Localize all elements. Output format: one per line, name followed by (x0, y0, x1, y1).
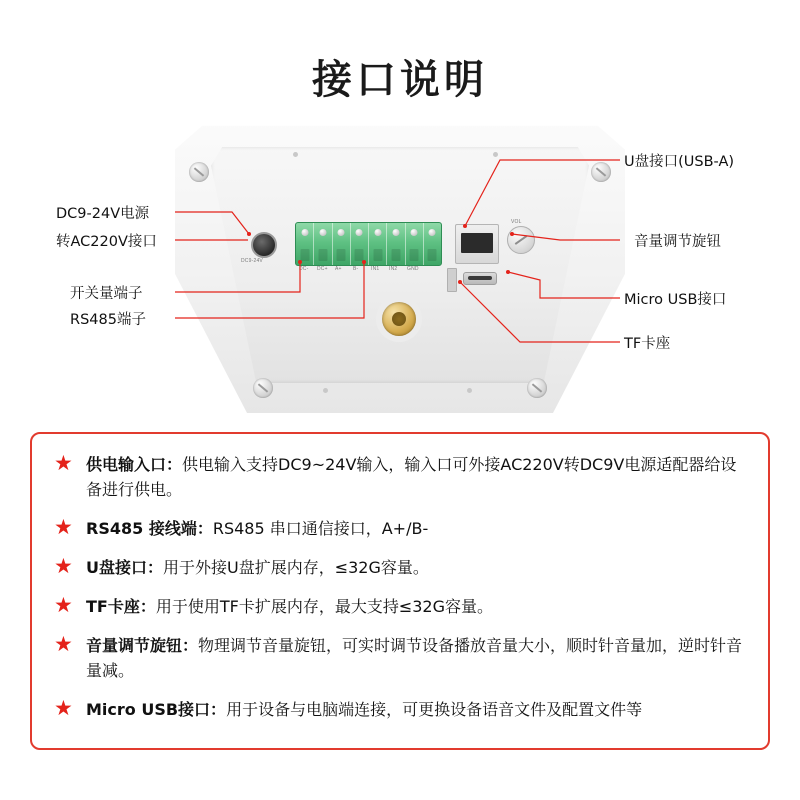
legend-item (54, 555, 746, 580)
volume-knob (507, 226, 535, 254)
silk-label-dcminus: DC- (299, 266, 309, 272)
mold-dot (467, 388, 472, 393)
screw-icon (527, 378, 547, 398)
legend-item-term: 供电输入口： (86, 455, 183, 474)
legend-box (30, 432, 770, 750)
terminal-pin (296, 223, 314, 265)
terminal-pin (333, 223, 351, 265)
callout-ac220v: 转AC220V接口 (56, 234, 157, 250)
star-icon: ★ (54, 516, 73, 539)
legend-item (54, 516, 746, 541)
legend-item-term: RS485 接线端： (86, 519, 213, 538)
legend-item-desc: 用于外接U盘扩展内存，≤32G容量。 (163, 558, 429, 577)
legend-item-text (86, 555, 429, 580)
silk-label-gnd: GND (407, 266, 419, 272)
terminal-pin (314, 223, 332, 265)
terminal-pin (351, 223, 369, 265)
page-title: 接口说明 (312, 57, 488, 103)
legend-item-desc: 供电输入支持DC9~24V输入，输入口可外接AC220V转DC9V电源适配器给设备进行供电。 (86, 455, 737, 499)
mold-dot (323, 388, 328, 393)
legend-item (54, 594, 746, 619)
legend-item-text (86, 594, 493, 619)
screw-icon (253, 378, 273, 398)
legend-item-text (86, 697, 642, 722)
callout-switch-terminal: 开关量端子 (70, 286, 143, 302)
legend-item-term: U盘接口： (86, 558, 163, 577)
legend-item-text (86, 452, 746, 502)
silk-label-bminus: B- (353, 266, 359, 272)
legend-item-term: 音量调节旋钮： (86, 636, 199, 655)
silk-label-aplus: A+ (335, 266, 342, 272)
callout-usb-a: U盘接口(USB-A) (624, 154, 735, 170)
tf-card-slot (447, 268, 457, 292)
callout-tf-slot: TF卡座 (624, 336, 671, 352)
legend-item (54, 452, 746, 502)
device-diagram (0, 112, 800, 422)
green-terminal-block (295, 222, 442, 266)
silk-label-in2: IN2 (389, 266, 398, 272)
star-icon: ★ (54, 594, 73, 617)
legend-item-desc: 用于使用TF卡扩展内存，最大支持≤32G容量。 (155, 597, 494, 616)
terminal-pin (369, 223, 387, 265)
silk-label-dcplus: DC+ (317, 266, 328, 272)
terminal-pin (424, 223, 441, 265)
terminal-pin (406, 223, 424, 265)
terminal-pin (387, 223, 405, 265)
legend-item (54, 697, 746, 722)
star-icon: ★ (54, 555, 73, 578)
silk-label-vol: VOL (511, 219, 522, 225)
silk-label-dc: DC9-24V (241, 258, 263, 264)
star-icon: ★ (54, 633, 73, 656)
callout-volume-knob: 音量调节旋钮 (634, 234, 721, 250)
callout-rs485-terminal: RS485端子 (70, 312, 146, 328)
legend-item-text (86, 516, 428, 541)
star-icon: ★ (54, 697, 73, 720)
screw-icon (189, 162, 209, 182)
legend-item-desc: RS485 串口通信接口，A+/B- (212, 519, 429, 538)
device-body (175, 120, 625, 416)
silk-label-in1: IN1 (371, 266, 380, 272)
star-icon: ★ (54, 452, 73, 475)
micro-usb-port (463, 272, 497, 285)
callout-micro-usb: Micro USB接口 (624, 292, 727, 308)
legend-item-term: Micro USB接口： (86, 700, 227, 719)
legend-item-desc: 物理调节音量旋钮，可实时调节设备播放音量大小，顺时针音量加，逆时针音量减。 (86, 636, 743, 680)
brass-standoff (382, 302, 416, 336)
dc-power-jack (251, 232, 277, 258)
callout-dc-power: DC9-24V电源 (56, 206, 150, 222)
usb-a-port (455, 224, 499, 264)
mold-dot (493, 152, 498, 157)
screw-icon (591, 162, 611, 182)
legend-item-text (86, 633, 746, 683)
mold-dot (293, 152, 298, 157)
legend-item-term: TF卡座： (86, 597, 156, 616)
legend-item-desc: 用于设备与电脑端连接，可更换设备语音文件及配置文件等 (226, 700, 643, 719)
legend-item (54, 633, 746, 683)
